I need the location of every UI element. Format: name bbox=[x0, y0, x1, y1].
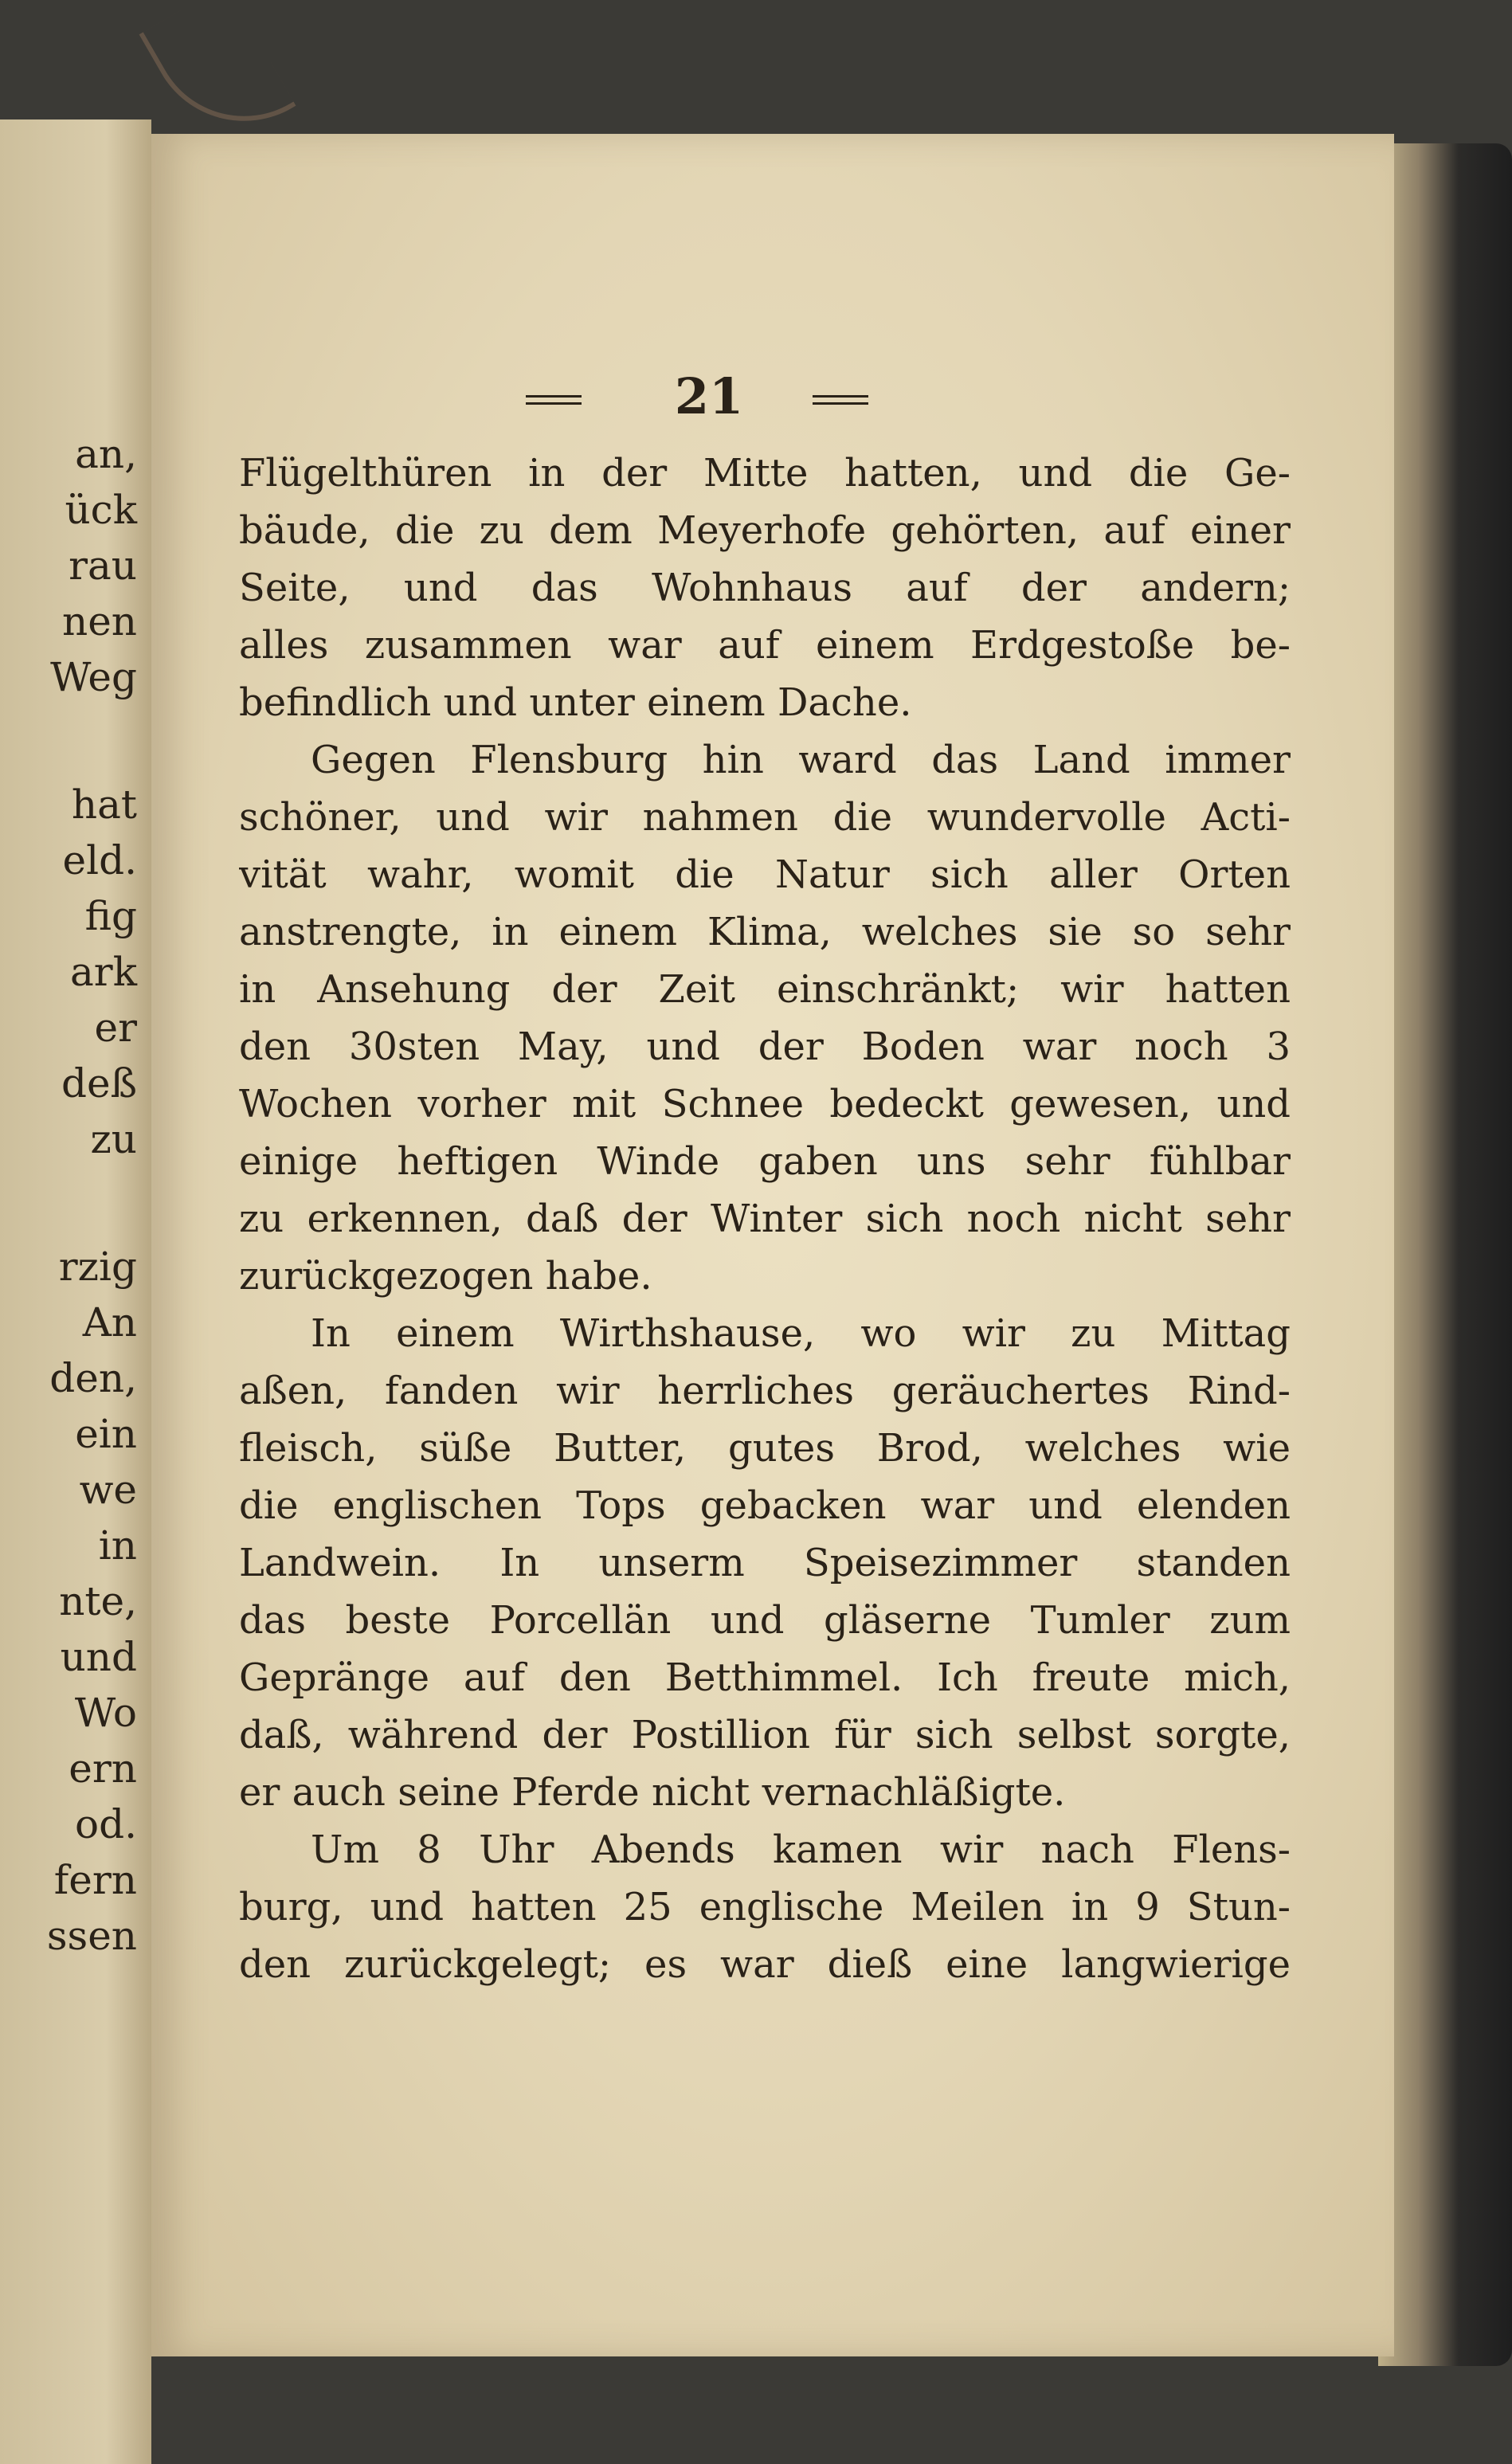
previous-page-line-fragment: den, bbox=[49, 1355, 137, 1401]
page-header bbox=[151, 357, 1394, 437]
previous-page-line-fragment: fern bbox=[53, 1857, 137, 1903]
previous-page-line-fragment: ern bbox=[69, 1745, 137, 1792]
text-line: zurückgezogen habe. bbox=[239, 1254, 652, 1299]
previous-page-line-fragment: An bbox=[82, 1299, 137, 1346]
previous-page-line-fragment: we bbox=[79, 1467, 137, 1513]
text-line: alles zusammen war auf einem Erdgestoße be- bbox=[239, 623, 1291, 668]
text-line: Flügelthüren in der Mitte hatten, und die Ge- bbox=[239, 451, 1291, 496]
previous-page-line-fragment: rau bbox=[69, 543, 137, 589]
text-line: schöner, und wir nahmen die wundervolle Acti- bbox=[239, 795, 1291, 840]
text-line: das beste Porcellän und gläserne Tumler zum bbox=[239, 1598, 1291, 1643]
text-line: er auch seine Pferde nicht vernachläßigte. bbox=[239, 1770, 1066, 1815]
previous-page-line-fragment: er bbox=[94, 1005, 137, 1051]
previous-page-line-fragment: in bbox=[98, 1522, 137, 1569]
ornament-dash-right bbox=[813, 395, 868, 405]
previous-page-edge bbox=[0, 119, 151, 2464]
previous-page-line-fragment: nte, bbox=[59, 1578, 137, 1624]
previous-page-line-fragment: ark bbox=[69, 949, 137, 995]
previous-page-line-fragment: und bbox=[60, 1634, 137, 1680]
previous-page-line-fragment: od. bbox=[74, 1801, 137, 1847]
text-line: vität wahr, womit die Natur sich aller Orten bbox=[239, 852, 1291, 897]
text-line: befindlich und unter einem Dache. bbox=[239, 680, 912, 725]
text-line: anstrengte, in einem Klima, welches sie so sehr bbox=[239, 910, 1291, 954]
book-page bbox=[151, 134, 1394, 2356]
text-line: In einem Wirthshause, wo wir zu Mittag bbox=[311, 1311, 1291, 1356]
previous-page-line-fragment: ein bbox=[75, 1411, 137, 1457]
text-line: Wochen vorher mit Schnee bedeckt gewesen, und bbox=[239, 1082, 1291, 1126]
text-line: Um 8 Uhr Abends kamen wir nach Flens- bbox=[311, 1827, 1291, 1872]
previous-page-line-fragment: fig bbox=[84, 893, 137, 939]
text-line: in Ansehung der Zeit einschränkt; wir hatten bbox=[239, 967, 1291, 1012]
previous-page-line-fragment: deß bbox=[61, 1060, 137, 1107]
previous-page-line-fragment: hat bbox=[71, 782, 137, 828]
previous-page-line-fragment: eld. bbox=[62, 837, 137, 883]
page-number: 21 bbox=[674, 367, 744, 425]
text-line: Gepränge auf den Betthimmel. Ich freute mich, bbox=[239, 1655, 1291, 1700]
previous-page-line-fragment: nen bbox=[62, 598, 137, 644]
text-line: bäude, die zu dem Meyerhofe gehörten, auf einer bbox=[239, 508, 1291, 553]
ornament-dash-left bbox=[526, 395, 582, 405]
text-line: den 30sten May, und der Boden war noch 3 bbox=[239, 1024, 1291, 1069]
previous-page-line-fragment: ück bbox=[65, 487, 137, 533]
previous-page-line-fragment: an, bbox=[75, 431, 137, 477]
text-line: burg, und hatten 25 englische Meilen in 9 Stun- bbox=[239, 1885, 1291, 1929]
previous-page-line-fragment: Weg bbox=[50, 654, 137, 700]
previous-page-line-fragment: ssen bbox=[46, 1913, 137, 1959]
body-text bbox=[239, 445, 1291, 1993]
text-line: Landwein. In unserm Speisezimmer standen bbox=[239, 1541, 1291, 1585]
text-line: fleisch, süße Butter, gutes Brod, welches wie bbox=[239, 1426, 1291, 1471]
text-line: Seite, und das Wohnhaus auf der andern; bbox=[239, 566, 1291, 610]
text-line: den zurückgelegt; es war dieß eine langwierige bbox=[239, 1942, 1291, 1987]
previous-page-line-fragment: Wo bbox=[74, 1690, 137, 1736]
book-edge bbox=[1378, 143, 1512, 2366]
previous-page-line-fragment: rzig bbox=[58, 1244, 137, 1290]
text-line: zu erkennen, daß der Winter sich noch nicht sehr bbox=[239, 1197, 1291, 1241]
text-line: Gegen Flensburg hin ward das Land immer bbox=[311, 738, 1291, 782]
text-line: daß, während der Postillion für sich selbst sorgte, bbox=[239, 1713, 1291, 1757]
text-line: aßen, fanden wir herrliches geräuchertes Rind- bbox=[239, 1369, 1291, 1413]
previous-page-line-fragment: zu bbox=[90, 1116, 137, 1162]
text-line: die englischen Tops gebacken war und elenden bbox=[239, 1483, 1291, 1528]
text-line: einige heftigen Winde gaben uns sehr fühlbar bbox=[239, 1139, 1291, 1184]
bookmark-ribbon bbox=[139, 0, 296, 156]
